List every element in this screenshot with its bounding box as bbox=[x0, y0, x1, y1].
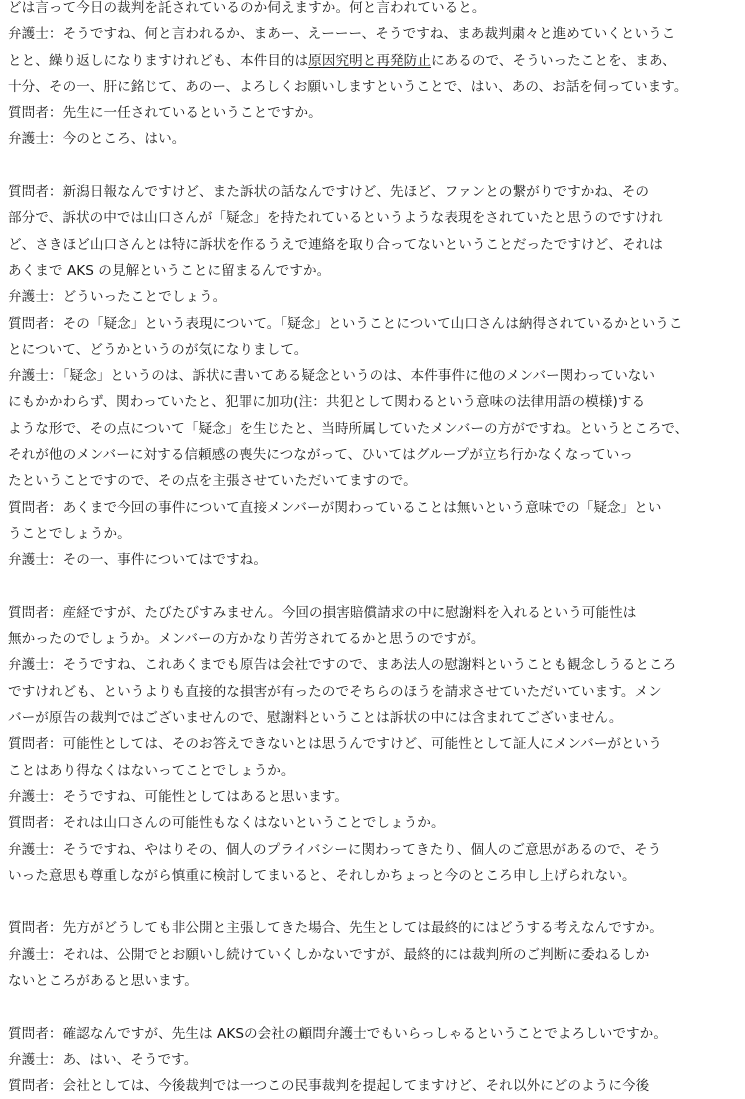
transcript-paragraph bbox=[8, 600, 741, 889]
transcript-line: 質問者：可能性としては、そのお答えできないとは思うんですけど、可能性として証人にメンバーがという bbox=[8, 736, 662, 753]
transcript-paragraph bbox=[8, 1021, 741, 1099]
transcript-paragraph bbox=[8, 0, 741, 153]
transcript-line: 質問者：会社としては、今後裁判では一つこの民事裁判を提起してますけど、それ以外にどのように今後 bbox=[8, 1078, 650, 1095]
transcript-line: 十分、その一、肝に銘じて、あのー、よろしくお願いしますということで、はい、あの、お話を伺っています。 bbox=[8, 78, 688, 95]
transcript-line: 弁護士：そうですね、可能性としてはあると思います。 bbox=[8, 788, 349, 805]
transcript-line: 質問者：産経ですが、たびたびすみません。今回の損害賠償請求の中に慰謝料を入れるという可能性は bbox=[8, 604, 637, 621]
transcript-line: 質問者：新潟日報なんですけど、また訴状の話なんですけど、先ほど、ファンとの繋がりですかね、その bbox=[8, 184, 649, 201]
transcript-line: 部分で、訴状の中では山口さんが「疑念」を持たれているというような表現をされていたと思うのですけれ bbox=[8, 210, 663, 227]
transcript-line: どは言って今日の裁判を託されているのか伺えますか。何と言われていると。 bbox=[8, 0, 486, 16]
transcript-line: バーが原告の裁判ではございませんので、慰謝料ということは訴状の中には含まれてございません。 bbox=[8, 710, 623, 727]
transcript-line: 質問者：確認なんですが、先生は AKSの会社の顧問弁護士でもいらっしゃるということでよろしいですか。 bbox=[8, 1025, 667, 1042]
transcript-line: いった意思も尊重しながら慎重に検討してまいると、それしかちょっと今のところ申し上げられない。 bbox=[8, 867, 636, 884]
transcript-line: 弁護士：その一、事件についてはですね。 bbox=[8, 552, 267, 569]
transcript-line: ないところがあると思います。 bbox=[8, 972, 198, 989]
underlined-phrase: 原因究明と再発防止 bbox=[308, 52, 431, 69]
transcript-paragraph bbox=[8, 915, 741, 994]
transcript-line: 質問者：あくまで今回の事件について直接メンバーが関わっていることは無いという意味での「疑念」とい bbox=[8, 499, 662, 516]
transcript-line: ことはあり得なくはないってことでしょうか。 bbox=[8, 762, 295, 779]
transcript-line: ような形で、その点について「疑念」を生じたと、当時所属していたメンバーの方がですね。というところで、 bbox=[8, 420, 689, 437]
transcript-line: あくまで AKS の見解ということに留まるんですか。 bbox=[8, 262, 331, 279]
transcript-paragraph bbox=[8, 179, 741, 573]
transcript-line: 質問者：先生に一任されているということですか。 bbox=[8, 105, 322, 122]
transcript-line: 弁護士：どういったことでしょう。 bbox=[8, 289, 227, 306]
transcript-line: うことでしょうか。 bbox=[8, 525, 131, 542]
transcript-line: 質問者：それは山口さんの可能性もなくはないということでしょうか。 bbox=[8, 815, 445, 832]
transcript-line: とと、繰り返しになりますけれども、本件目的は原因究明と再発防止にあるので、そういったことを、まあ、 bbox=[8, 52, 676, 69]
transcript-line: とについて、どうかというのが気になりまして。 bbox=[8, 341, 308, 358]
transcript-line: にもかかわらず、関わっていたと、犯罪に加功(注：共犯として関わるという意味の法律用語の模様)する bbox=[8, 394, 646, 411]
transcript-line: 弁護士：そうですね、やはりその、個人のプライバシーに関わってきたり、個人のご意思があるので、そう bbox=[8, 841, 662, 858]
transcript-line: ど、さきほど山口さんとは特に訴状を作るうえで連絡を取り合ってないということだったですけど、それは bbox=[8, 236, 663, 253]
transcript-line: たということですので、その点を主張させていただいてますので。 bbox=[8, 473, 417, 490]
transcript-line: 質問者：先方がどうしても非公開と主張してきた場合、先生としては最終的にはどうする考えなんですか。 bbox=[8, 920, 663, 937]
transcript-line: 弁護士：今のところ、はい。 bbox=[8, 131, 186, 148]
transcript-line: 弁護士：あ、はい、そうです。 bbox=[8, 1051, 198, 1068]
transcript-line: 弁護士：「疑念」というのは、訴状に書いてある疑念というのは、本件事件に他のメンバー関わっていない bbox=[8, 368, 656, 385]
transcript-line: ですけれども、というよりも直接的な損害が有ったのでそちらのほうを請求させていただいています。メン bbox=[8, 683, 662, 700]
transcript-line: 質問者：その「疑念」という表現について。「疑念」ということについて山口さんは納得されているかというこ bbox=[8, 315, 683, 332]
transcript-line: それが他のメンバーに対する信頼感の喪失につながって、ひいてはグループが立ち行かなくなっていっ bbox=[8, 447, 634, 464]
transcript-line: 弁護士：そうですね、何と言われるか、まあー、えーーー、そうですね、まあ裁判粛々と進めていくというこ bbox=[8, 26, 676, 43]
transcript-line: 弁護士：そうですね、これあくまでも原告は会社ですので、まあ法人の慰謝料ということも観念しうるところ bbox=[8, 657, 677, 674]
transcript-document bbox=[8, 0, 741, 1099]
transcript-line: 弁護士：それは、公開でとお願いし続けていくしかないですが、最終的には裁判所のご判断に委ねるしか bbox=[8, 946, 650, 963]
transcript-line: 無かったのでしょうか。メンバーの方かなり苦労されてるかと思うのですが。 bbox=[8, 631, 485, 648]
